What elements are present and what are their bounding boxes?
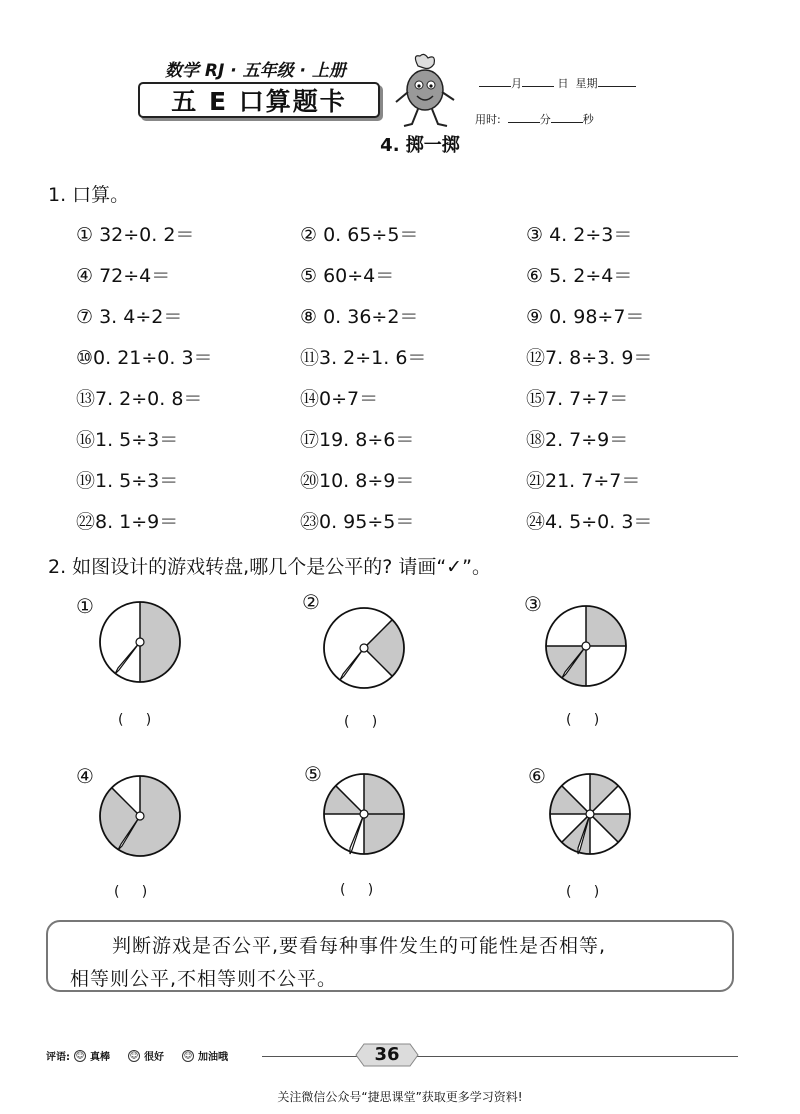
calc-item: ㉑21. 7÷7＝ — [526, 470, 641, 492]
calc-item: ⑱2. 7÷9＝ — [526, 429, 629, 451]
footer-divider — [262, 1056, 738, 1057]
calc-item: ㉓0. 95÷5＝ — [300, 511, 415, 533]
calc-item: ⑲1. 5÷3＝ — [76, 470, 179, 492]
page-number: 36 — [374, 1043, 400, 1065]
calc-item: ⑤ 60÷4＝ — [300, 265, 395, 287]
calc-item: ⑪3. 2÷1. 6＝ — [300, 347, 427, 369]
calc-item: ⑰19. 8÷6＝ — [300, 429, 415, 451]
calc-item: ⑩0. 21÷0. 3＝ — [76, 347, 213, 369]
spinner-label: ① — [76, 594, 94, 618]
time-line — [468, 98, 594, 127]
weekday-label: 星期 — [575, 77, 598, 90]
spinner-label: ③ — [524, 592, 542, 616]
calc-item: ⑭0÷7＝ — [300, 388, 379, 410]
calc-item: ④ 72÷4＝ — [76, 265, 171, 287]
section2-title: 2. 如图设计的游戏转盘,哪几个是公平的? 请画“✓”。 — [48, 556, 491, 578]
spinner-label: ⑤ — [304, 762, 322, 786]
tip-line-2: 相等则公平,不相等则不公平。 — [70, 968, 338, 990]
spinner-6 — [546, 770, 634, 858]
calc-item: ⑥ 5. 2÷4＝ — [526, 265, 633, 287]
month-label: 月 — [511, 77, 522, 90]
day-label: 日 — [557, 77, 569, 90]
spinner-label: ⑥ — [528, 764, 546, 788]
subject-label: 数学 RJ · 五年级 · 上册 — [165, 61, 346, 81]
spinner-3 — [542, 602, 630, 690]
day-blank[interactable] — [522, 86, 554, 87]
smiley-face-icon[interactable]: ☺ — [183, 1050, 193, 1060]
calc-item: ② 0. 65÷5＝ — [300, 224, 419, 246]
answer-blank[interactable]: ( ) — [340, 882, 374, 898]
card-title: 五 E 口算题卡 — [138, 82, 380, 118]
section1-title: 1. 口算。 — [48, 184, 130, 206]
lesson-title: 4. 掷一掷 — [380, 135, 460, 156]
date-line — [472, 62, 636, 91]
tip-box — [46, 920, 734, 992]
grade-good: 很好 — [144, 1052, 164, 1063]
calc-item: ⑦ 3. 4÷2＝ — [76, 306, 183, 328]
calc-item: ㉒8. 1÷9＝ — [76, 511, 179, 533]
grade-great: 真棒 — [90, 1052, 110, 1063]
answer-blank[interactable]: ( ) — [566, 884, 600, 900]
tip-line-1 — [70, 930, 716, 963]
calc-item: ⑯1. 5÷3＝ — [76, 429, 179, 451]
calc-item: ⑫7. 8÷3. 9＝ — [526, 347, 653, 369]
eval-label: 评语: — [46, 1052, 70, 1063]
calc-item: ⑳10. 8÷9＝ — [300, 470, 415, 492]
footer-note: 关注微信公众号“捷思课堂”获取更多学习资料! — [277, 1090, 523, 1104]
calc-item: ③ 4. 2÷3＝ — [526, 224, 633, 246]
spinner-5 — [320, 770, 408, 858]
calc-item: ① 32÷0. 2＝ — [76, 224, 195, 246]
mascot-icon — [390, 52, 460, 132]
smiley-face-icon[interactable]: ☺ — [129, 1050, 139, 1060]
spinner-1 — [96, 598, 184, 686]
minutes-blank[interactable] — [508, 122, 540, 123]
minutes-label: 分 — [539, 113, 551, 126]
answer-blank[interactable]: ( ) — [344, 714, 378, 730]
calc-item: ⑬7. 2÷0. 8＝ — [76, 388, 203, 410]
time-label: 用时: — [475, 113, 501, 126]
spinner-label: ④ — [76, 764, 94, 788]
tip-text-1: 判断游戏是否公平,要看每种事件发生的可能性是否相等, — [112, 935, 607, 957]
evaluation-row — [46, 1048, 228, 1063]
calc-item: ⑮7. 7÷7＝ — [526, 388, 629, 410]
calc-item: ⑨ 0. 98÷7＝ — [526, 306, 645, 328]
smiley-face-icon[interactable]: ☺ — [75, 1050, 85, 1060]
calc-item: ㉔4. 5÷0. 3＝ — [526, 511, 653, 533]
seconds-blank[interactable] — [551, 122, 583, 123]
grade-try-harder: 加油哦 — [198, 1052, 228, 1063]
answer-blank[interactable]: ( ) — [566, 712, 600, 728]
spinner-2 — [320, 604, 408, 692]
calc-item: ⑧ 0. 36÷2＝ — [300, 306, 419, 328]
spinner-4 — [96, 772, 184, 860]
spinner-label: ② — [302, 590, 320, 614]
weekday-blank[interactable] — [598, 86, 636, 87]
answer-blank[interactable]: ( ) — [114, 884, 148, 900]
seconds-label: 秒 — [582, 113, 594, 126]
answer-blank[interactable]: ( ) — [118, 712, 152, 728]
month-blank[interactable] — [479, 86, 511, 87]
